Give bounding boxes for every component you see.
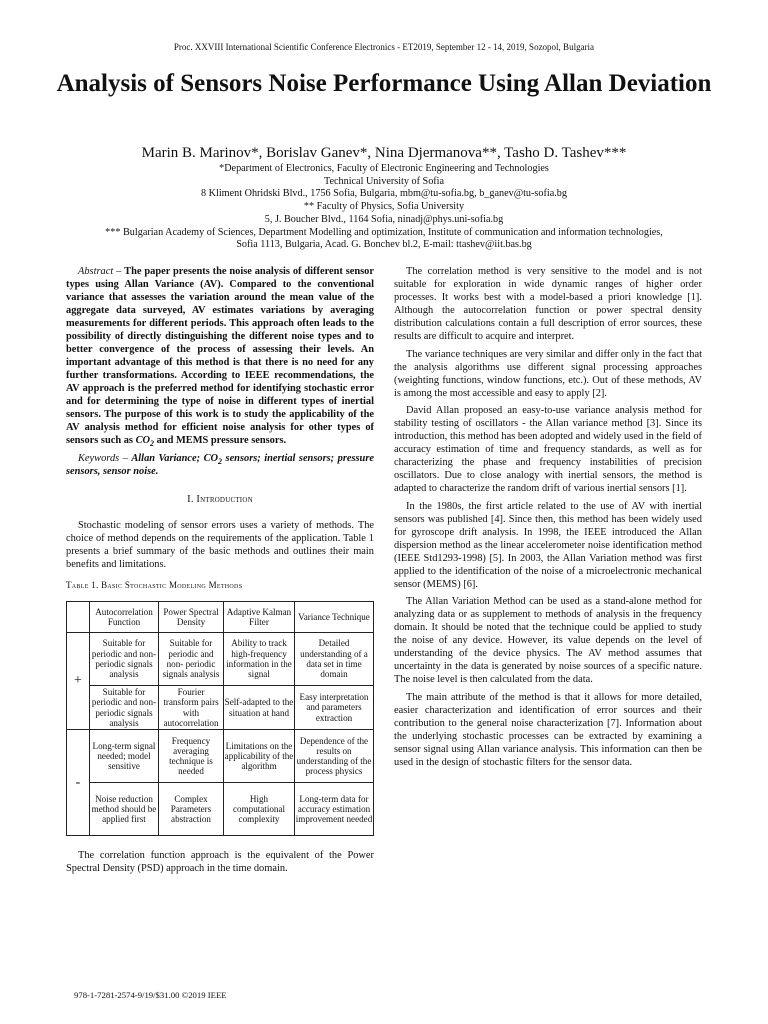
methods-table — [66, 601, 374, 836]
table-row — [67, 730, 374, 783]
abstract-text: The paper presents the noise analysis of different sensor types using Allan Variance (AV). Compared to the conventional variance that assesses the variation around the mean value of the aggregate data surveyed, AV estimates variations by averaging measurements for different periods. This approach often leads to the possibility of directly distinguishing the different noise types and to better convergence of the process of assessing their levels. An important advantage of this method is that there is no need for any further transformations. According to IEEE recommendations, the AV approach is the preferred method for identifying stochastic error and for determining the type of noise in different types of inertial sensors. The purpose of this work is to study the applicability of the AV analysis method for efficient noise analysis for other types of sensors such as — [66, 266, 374, 446]
plus-sign-cell: + — [67, 633, 90, 730]
paper-title: Analysis of Sensors Noise Performance Using Allan Deviation — [56, 70, 712, 97]
body-paragraph: The main attribute of the method is that it allows for more detailed, easier characterization and identification of error sources and their contribution to the general noise characterization [7]. Information about the underlying stochastic processes can be extracted by examining a sensor signal using Allan variance analysis. This information can then be used in the design of stochastic filters for the sensor data. — [394, 691, 702, 768]
table-cell: Easy interpretation and parameters extraction — [295, 686, 374, 730]
left-column — [66, 265, 374, 880]
abstract-co2: $CO_2$ — [135, 435, 155, 449]
table-header-cell: Autocorrelation Function — [90, 602, 159, 633]
table-header-cell: Variance Technique — [295, 602, 374, 633]
affiliation-line: Sofia 1113, Bulgaria, Acad. G. Bonchev bl.2, E-mail: ttashev@iit.bas.bg — [236, 239, 532, 251]
body-paragraph: In the 1980s, the first article related to the use of AV with inertial sensors was published [4]. Since then, this method has been widely used for gyroscope drift analysis. In 1998, the IEEE introduced the Allan dispersion method as the linear accelerometer noise identification method (IEEE Std1293-1998) [5]. In 2003, the Allan Variation method was first applied to the identification of the noise of a microelectronic mechanical sensor (MEMS) [6]. — [394, 500, 702, 590]
table-caption: Table 1. Basic Stochastic Modeling Methods — [66, 580, 243, 590]
table-row — [67, 686, 374, 730]
affiliation-line: 5, J. Boucher Blvd., 1164 Sofia, ninadj@phys.uni-sofia.bg — [264, 213, 504, 225]
table-cell: Complex Parameters abstraction — [159, 783, 224, 836]
copyright-footer: 978-1-7281-2574-9/19/$31.00 ©2019 IEEE — [74, 990, 227, 1000]
keywords — [66, 452, 374, 478]
table-cell: Long-term signal needed; model sensitive — [90, 730, 159, 783]
keywords-text: Allan Variance; $CO_2$ sensors; inertial sensors; pressure sensors, sensor noise. — [66, 453, 374, 477]
body-paragraph: The correlation function approach is the equivalent of the Power Spectral Density (PSD) approach in the time domain. — [66, 850, 374, 875]
table-cell: Suitable for periodic and non- periodic signals analysis — [90, 633, 159, 686]
section-heading: I. Introduction — [187, 494, 253, 505]
abstract — [66, 265, 374, 447]
affiliation-line: Technical University of Sofia — [323, 175, 445, 187]
affiliation-line: *Department of Electronics, Faculty of Electronic Engineering and Technologies — [219, 163, 549, 174]
table-row — [67, 633, 374, 686]
keywords-label: Keywords – — [78, 453, 132, 464]
table-header-cell: Power Spectral Density — [159, 602, 224, 633]
affiliations — [0, 163, 768, 252]
table-cell: Suitable for periodic and non- periodic signals analysis — [159, 633, 224, 686]
table-cell: Noise reduction method should be applied first — [90, 783, 159, 836]
table-row — [67, 783, 374, 836]
author-list: Marin B. Marinov*, Borislav Ganev*, Nina Djermanova**, Tasho D. Tashev*** — [141, 145, 627, 161]
table-cell: Frequency averaging technique is needed — [159, 730, 224, 783]
body-paragraph: The correlation method is very sensitive to the model and is not suitable for exploration in wide dynamic ranges of higher order processes. It works best with a model-based a priori knowledge [1]. Although the autocorrelation function or power spectral density distribution calculations contain a full description of error sources, these results are difficult to acquire and interpret. — [394, 266, 702, 342]
table-cell: Suitable for periodic and non-periodic signals analysis — [90, 686, 159, 730]
table-cell: Self-adapted to the situation at hand — [224, 686, 295, 730]
minus-sign-cell: - — [67, 730, 90, 836]
table-cell: Long-term data for accuracy estimation improvement needed — [295, 783, 374, 836]
affiliation-line: 8 Kliment Ohridski Blvd., 1756 Sofia, Bulgaria, mbm@tu-sofia.bg, b_ganev@tu-sofia.bg — [201, 188, 567, 200]
body-paragraph: David Allan proposed an easy-to-use variance analysis method for stability testing of oscillators - the Allan variance method [3]. Since its introduction, this method has been adopted and widely used in the field of accuracy estimation of time and frequency standards, as well as for characterizing the phase and frequency instabilities of precision oscillators. Due to close analogy with inertial sensors, the method is adapted to characterize the random drift of various inertial sensors [1]. — [394, 405, 702, 494]
affiliation-line: *** Bulgarian Academy of Sciences, Department Modelling and optimization, Institute of communication and information technologies, — [105, 226, 663, 238]
abstract-label: Abstract – — [78, 266, 125, 277]
body-paragraph: The Allan Variation Method can be used as a stand-alone method for analyzing data or as supplement to methods of analysis in the frequency domain. It should be noted that the technique could be applied to study the noise of any device. However, its value depends on the level of understanding of the device physics. The AV method assumes that uncertainty in the data is generated by noise sources of a specific nature. The noise level is then calculated from the data. — [394, 596, 702, 685]
table-cell: Detailed understanding of a data set in time domain — [295, 633, 374, 686]
table-cell: High computational complexity — [224, 783, 295, 836]
table-corner-cell — [67, 602, 90, 633]
table-header-cell: Adaptive Kalman Filter — [224, 602, 295, 633]
intro-paragraph: Stochastic modeling of sensor errors uses a variety of methods. The choice of method depends on the requirements of the application. Table 1 presents a brief summary of the basic methods and outlines their main benefits and limitations. — [66, 520, 374, 570]
right-column — [394, 265, 702, 773]
table-cell: Dependence of the results on understanding of the process physics — [295, 730, 374, 783]
table-cell: Ability to track high-frequency information in the signal — [224, 633, 295, 686]
body-paragraph: The variance techniques are very similar and differ only in the fact that the analysis algorithms use different signal processing approaches (weighting functions, window functions, etc.). Out of these methods, AV is among the most accessible and easy to apply [2]. — [394, 348, 702, 399]
table-cell: Limitations on the applicability of the algorithm — [224, 730, 295, 783]
table-cell: Fourier transform pairs with autocorrelation — [159, 686, 224, 730]
table-header-row — [67, 602, 374, 633]
conference-header: Proc. XXVIII International Scientific Conference Electronics - ET2019, September 12 - 14, 2019, Sozopol, Bulgaria — [173, 42, 595, 52]
affiliation-line: ** Faculty of Physics, Sofia University — [303, 201, 465, 213]
abstract-tail: and MEMS pressure sensors. — [154, 435, 287, 446]
